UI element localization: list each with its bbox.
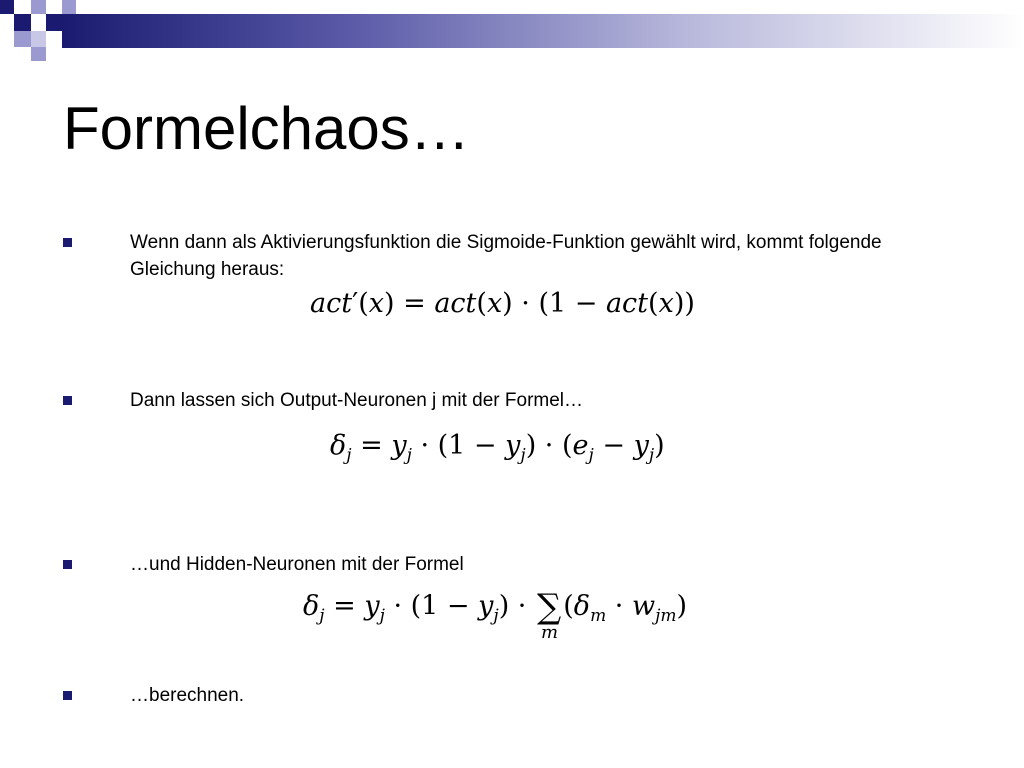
formula-hidden-delta: $\delta_j = y_j \cdot (1 - y_j)$ · ∑ m $(\delta_m \cdot w_{jm})$ <box>303 587 688 643</box>
deco-square <box>14 31 31 47</box>
bullet-marker <box>63 691 72 700</box>
sum-symbol: ∑ m <box>536 587 562 643</box>
formula-sigmoid-derivative: act′(x) = act(x) · (1 − act(x)) <box>310 288 695 319</box>
deco-square <box>14 14 31 31</box>
bullet-text: …und Hidden-Neuronen mit der Formel <box>130 554 464 575</box>
bullet-marker <box>63 396 72 405</box>
deco-square <box>31 0 46 14</box>
formula-output-delta: $\delta_j = y_j \cdot (1 - y_j) \cdot (e_j - y_j)$ <box>330 430 665 466</box>
bullet-text: Wenn dann als Aktivierungsfunktion die Sigmoide-Funktion gewählt wird, kommt folgende Gleichung heraus: <box>130 232 882 280</box>
deco-square <box>46 14 62 31</box>
slide-title: Formelchaos… <box>63 95 470 162</box>
deco-square <box>31 47 46 61</box>
deco-square <box>0 0 14 14</box>
header-decoration <box>0 0 1024 62</box>
deco-square <box>62 0 76 14</box>
deco-square <box>31 31 46 47</box>
header-gradient-bar <box>62 14 1024 48</box>
bullet-text: Dann lassen sich Output-Neuronen j mit der Formel… <box>130 390 584 411</box>
bullet-marker <box>63 238 72 247</box>
bullet-text: …berechnen. <box>130 685 245 706</box>
bullet-marker <box>63 560 72 569</box>
